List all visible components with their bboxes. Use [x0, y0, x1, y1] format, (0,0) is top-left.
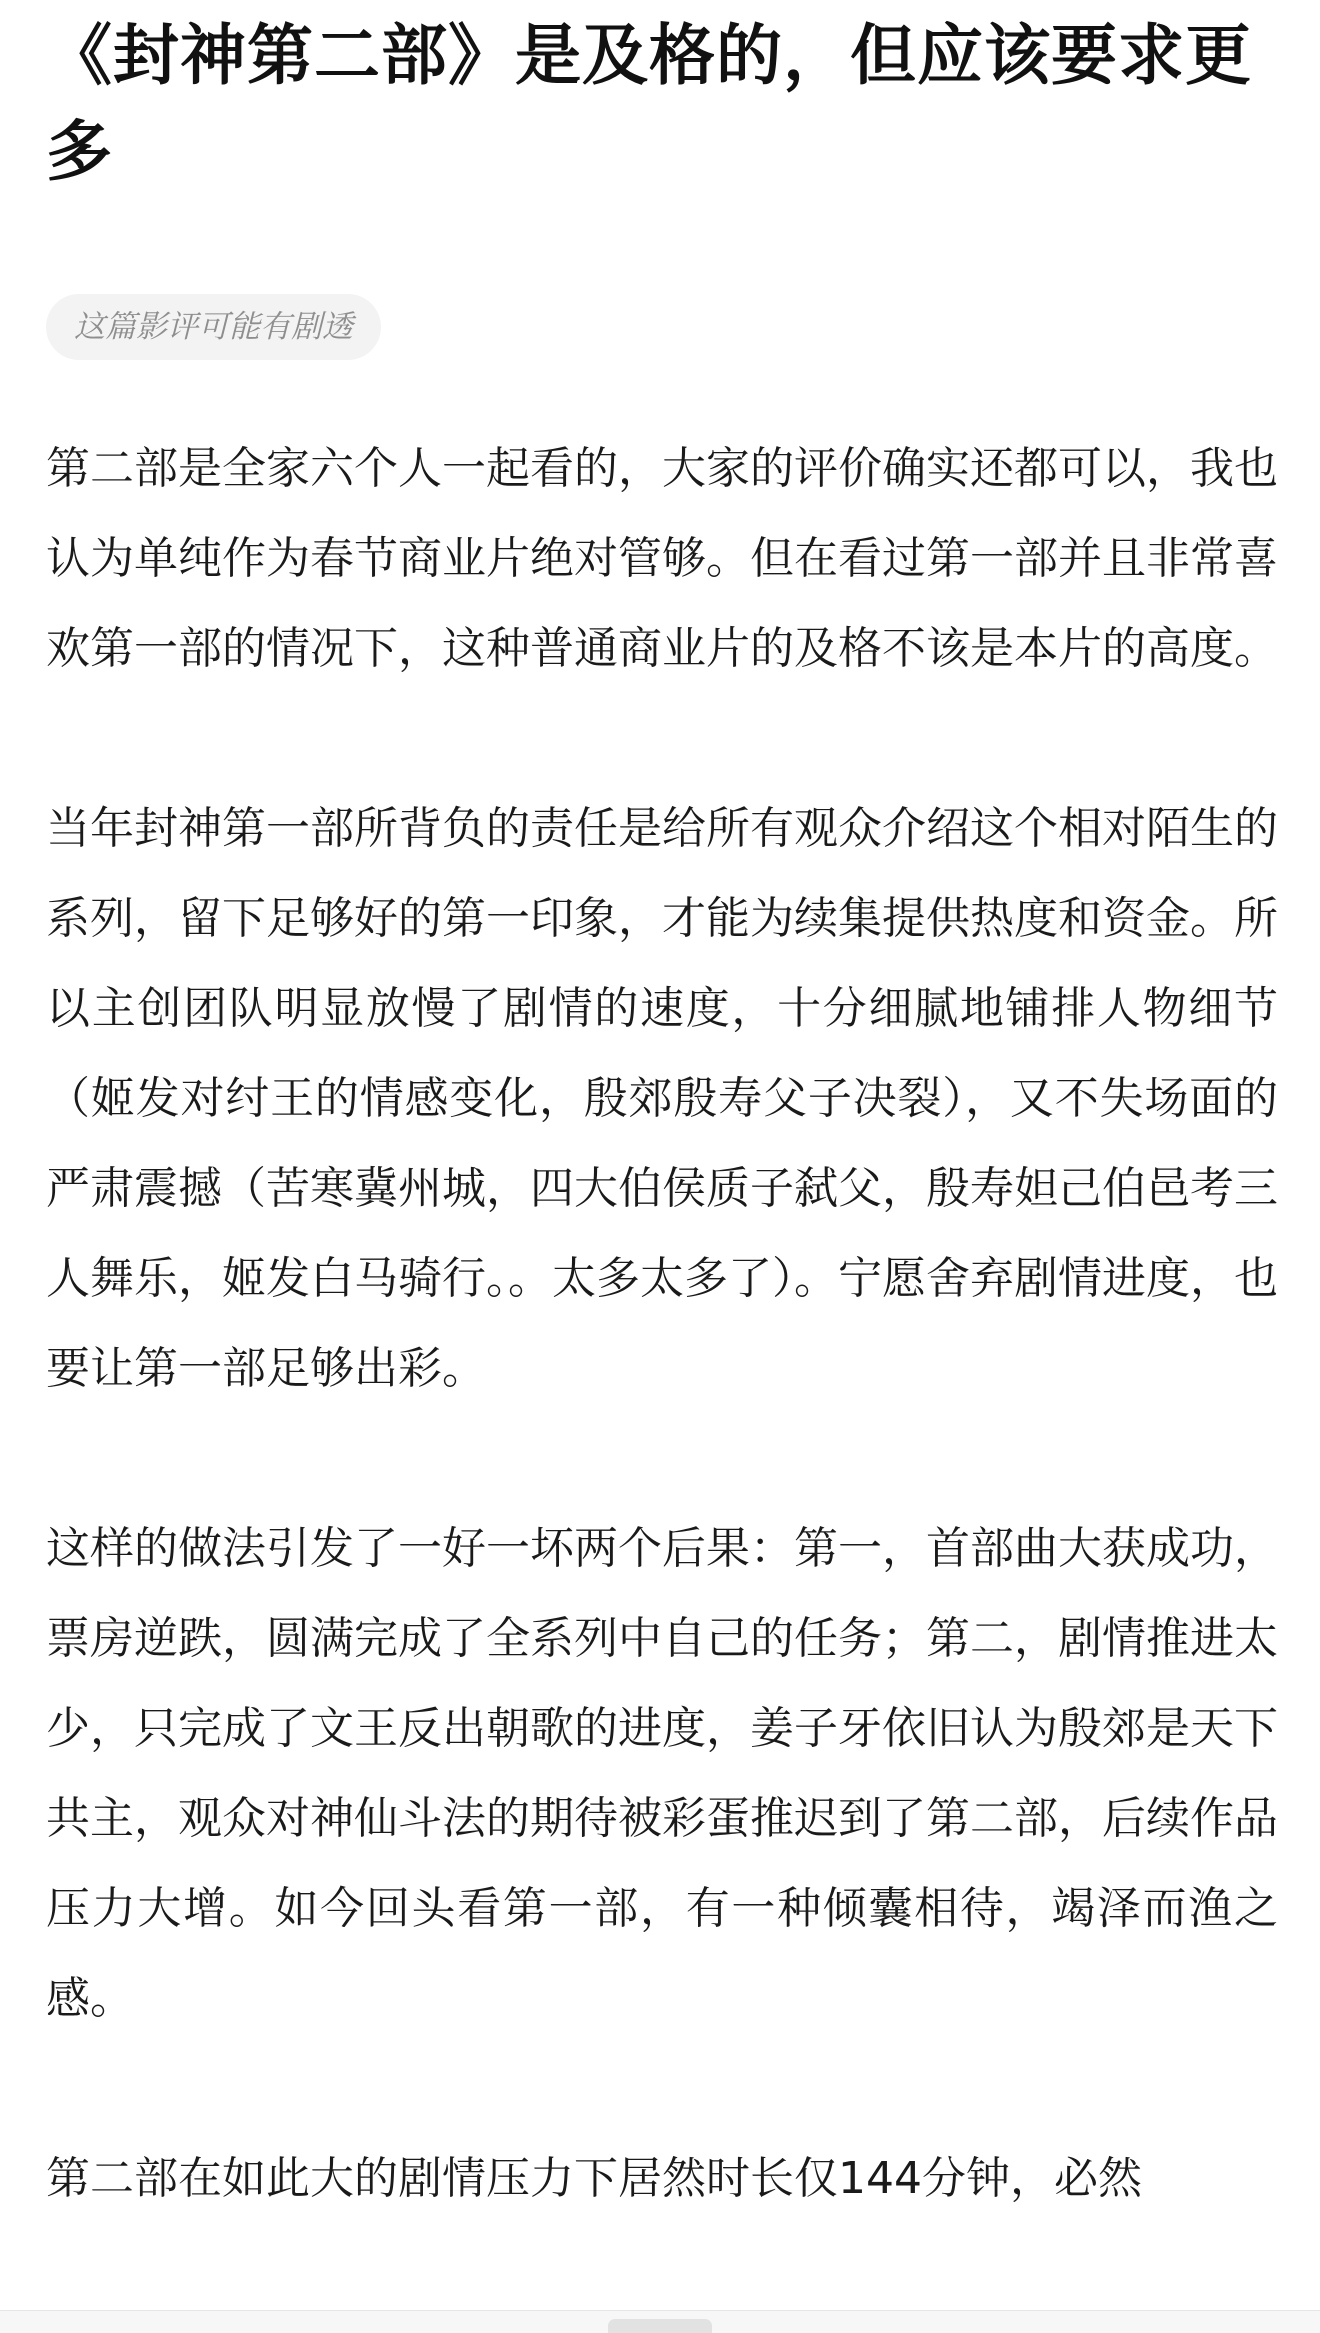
review-paragraph-3: 这样的做法引发了一好一坏两个后果：第一，首部曲大获成功，票房逆跌，圆满完成了全系列中自己的任务；第二，剧情推进太少，只完成了文王反出朝歌的进度，姜子牙依旧认为殷郊是天下共主，观众对神仙斗法的期待被彩蛋推迟到了第二部，后续作品压力大增。如今回头看第一部，有一种倾囊相待，竭泽而渔之感。	[46, 1523, 1278, 2024]
review-paragraph-1: 第二部是全家六个人一起看的，大家的评价确实还都可以，我也认为单纯作为春节商业片绝对管够。但在看过第一部并且非常喜欢第一部的情况下，这种普通商业片的及格不该是本片的高度。	[46, 443, 1278, 674]
review-paragraph-2: 当年封神第一部所背负的责任是给所有观众介绍这个相对陌生的系列，留下足够好的第一印象，才能为续集提供热度和资金。所以主创团队明显放慢了剧情的速度，十分细腻地铺排人物细节（姬发对纣王的情感变化，殷郊殷寿父子决裂），又不失场面的严肃震撼（苦寒冀州城，四大伯侯质子弑父，殷寿妲己伯邑考三人舞乐，姬发白马骑行。。太多太多了）。宁愿舍弃剧情进度，也要让第一部足够出彩。	[46, 803, 1278, 1394]
review-body	[46, 424, 1278, 2224]
review-title: 《封神第二部》是及格的，但应该要求更多	[46, 17, 1252, 190]
review-paragraph-4: 第二部在如此大的剧情压力下居然时长仅144分钟，必然	[46, 2153, 1142, 2204]
drag-handle[interactable]	[608, 2319, 712, 2333]
spoiler-warning-tag: 这篇影评可能有剧透	[46, 294, 381, 360]
bottom-toolbar	[0, 2310, 1320, 2333]
review-article	[46, 0, 1278, 2314]
